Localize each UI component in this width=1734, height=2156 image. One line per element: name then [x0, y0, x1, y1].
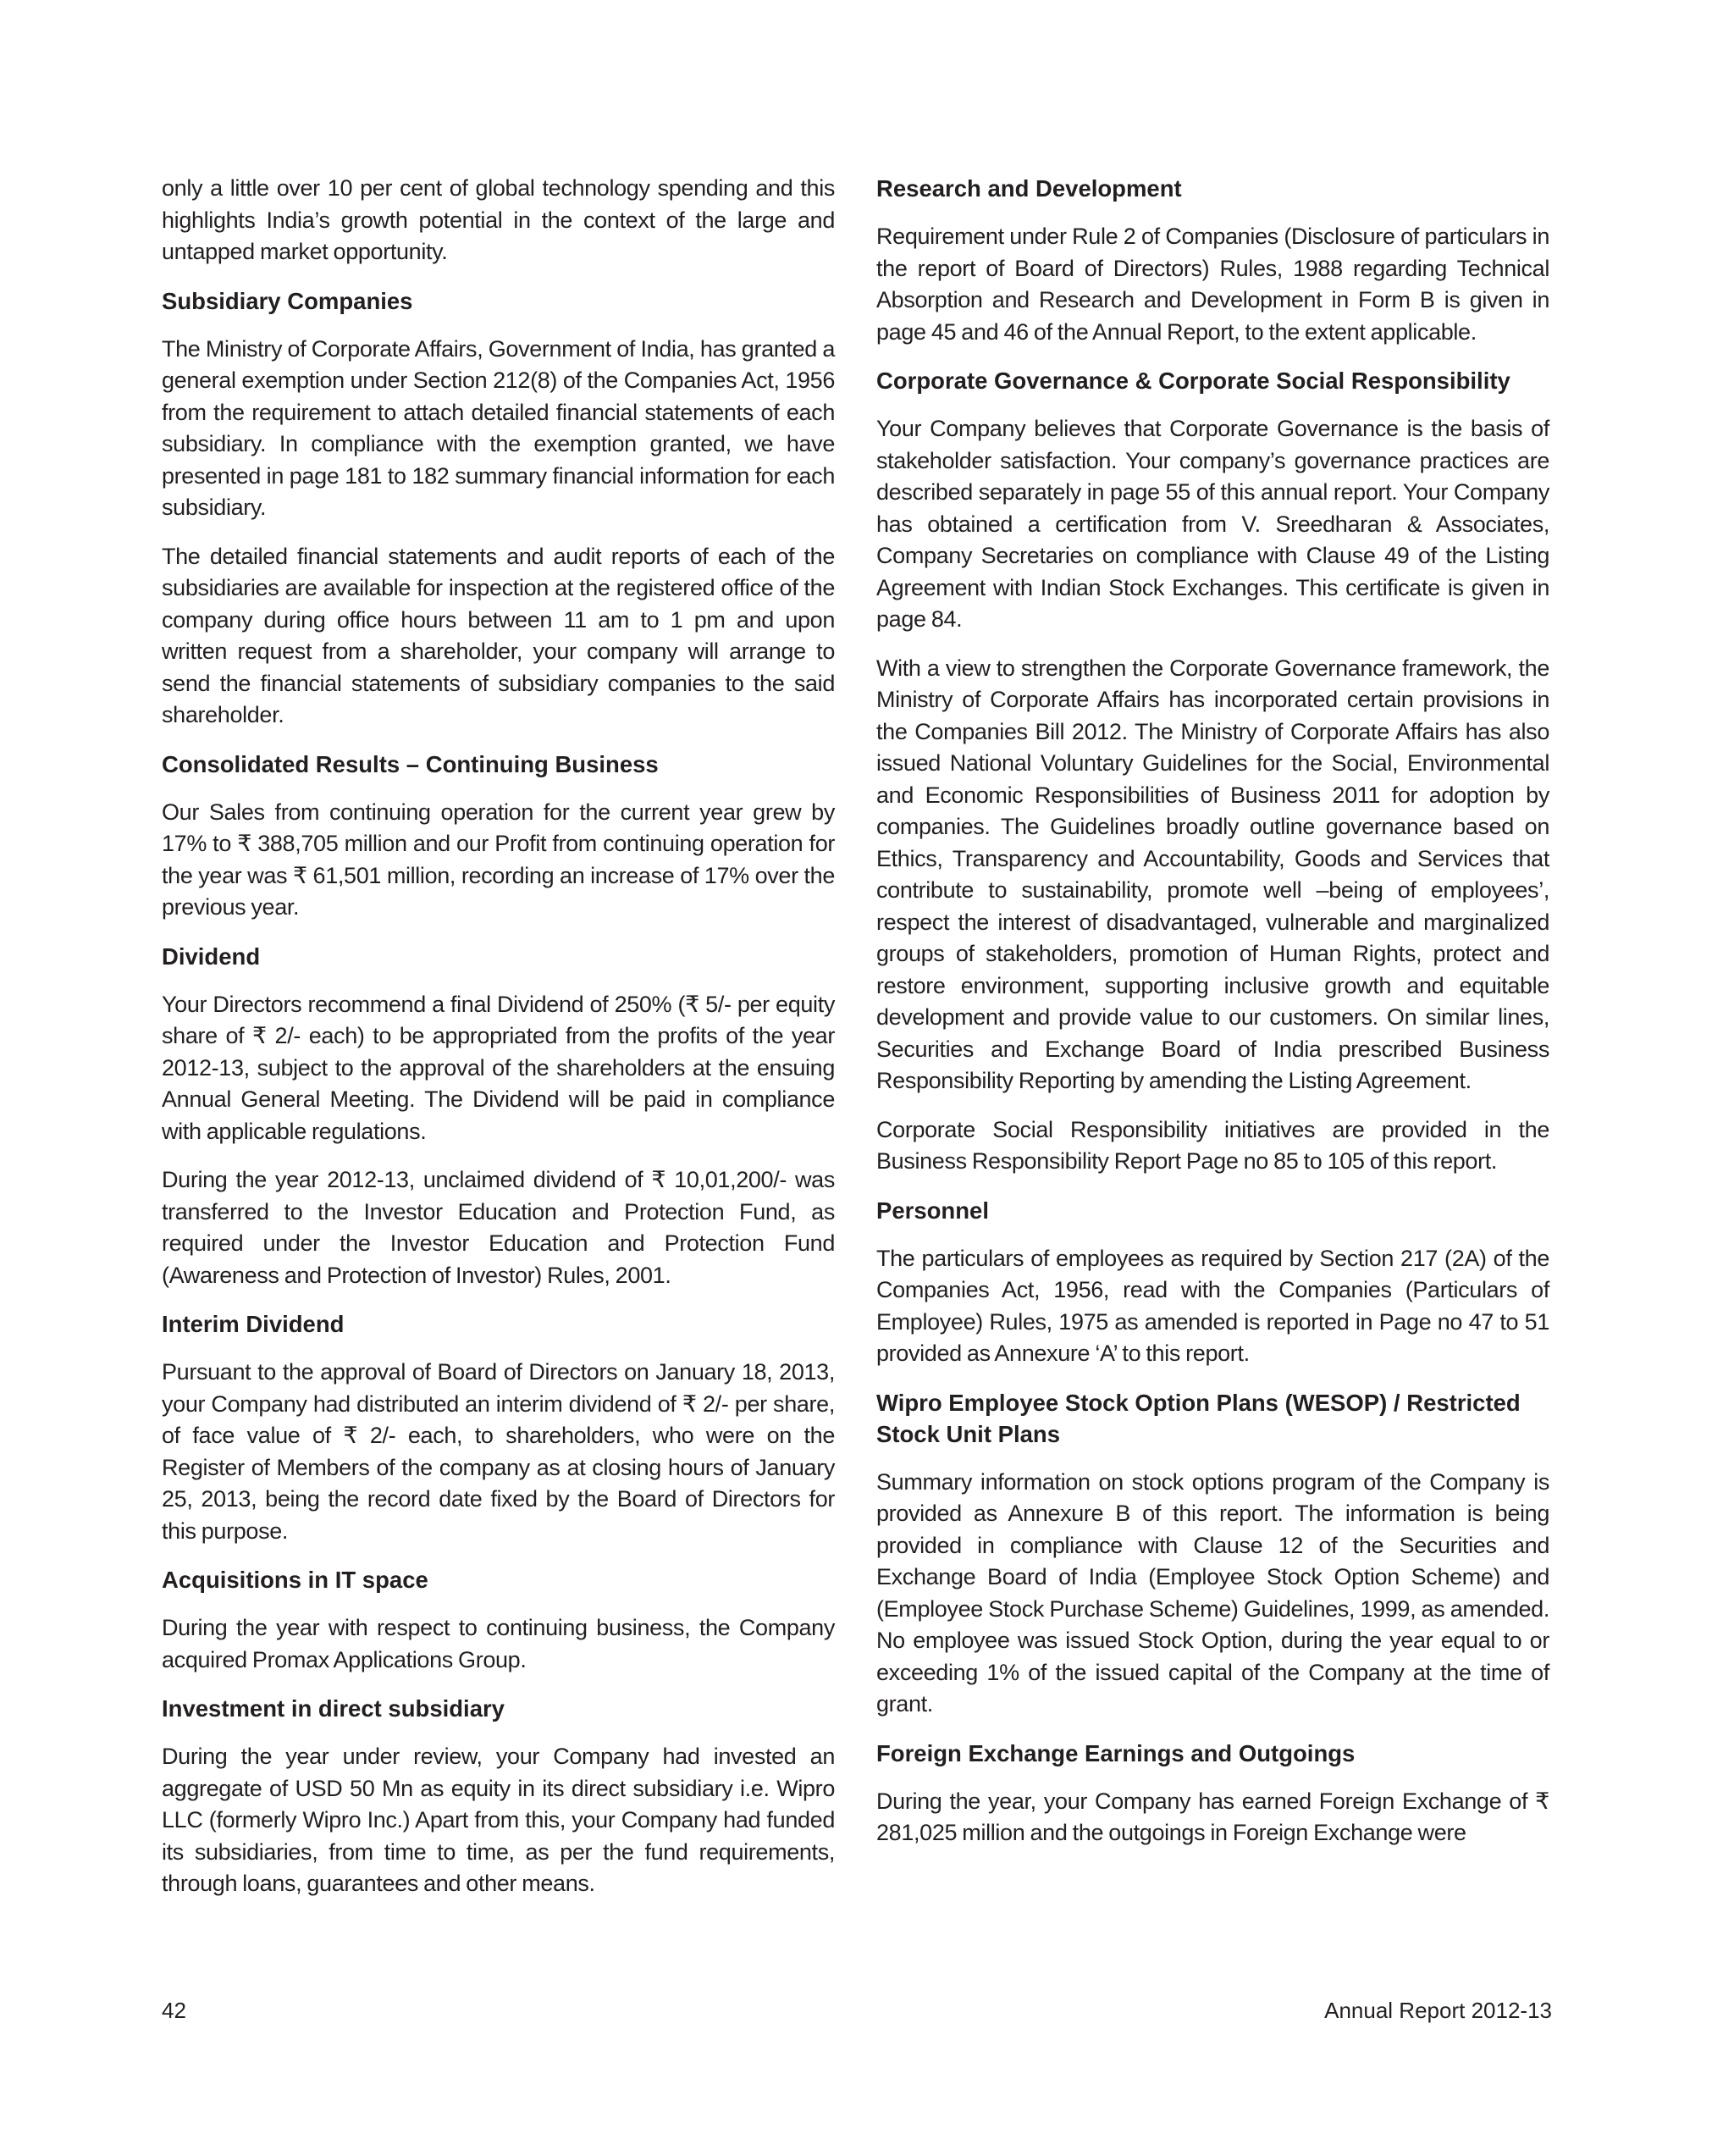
research-paragraph: Requirement under Rule 2 of Companies (Disclosure of particulars in the report of Board of Directors) Rules, 1988 regarding Technical Absorption and Research and Development in Form B is given in page 45 and 46 of the Annual Report, to the extent applicable. — [876, 224, 1549, 345]
governance-heading: Corporate Governance & Corporate Social Responsibility — [876, 368, 1510, 394]
subsidiary-paragraph-1: The Ministry of Corporate Affairs, Government of India, has granted a general exemption under Section 212(8) of the Companies Act, 1956 from the requirement to attach detailed financial statements of each subsidiary. In compliance with the exemption granted, we have presented in page 181 to 182 summary financial information for each subsidiary. — [162, 335, 835, 520]
personnel-paragraph: The particulars of employees as required by Section 217 (2A) of the Companies Act, 1956, read with the Companies (Particulars of Employee) Rules, 1975 as amended is reported in Page no 47 to 51 provided as Annexure ‘A’ to this report. — [876, 1245, 1549, 1366]
governance-paragraph-2: With a view to strengthen the Corporate Governance framework, the Ministry of Corporate Affairs has incorporated certain provisions in the Companies Bill 2012. The Ministry of Corporate Affairs has also issued National Voluntary Guidelines for the Social, Environmental and Economic Responsibilities of Business 2011 for adoption by companies. The Guidelines broadly outline governance based on Ethics, Transparency and Accountability, Goods and Services that contribute to sustainability, promote well –being of employees’, respect the interest of disadvantaged, vulnerable and marginalized groups of stakeholders, promotion of Human Rights, protect and restore environment, supporting inclusive growth and equitable development and provide value to our customers. On similar lines, Securities and Exchange Board of India prescribed Business Responsibility Reporting by amending the Listing Agreement. — [876, 655, 1549, 1093]
intro-paragraph: only a little over 10 per cent of global technology spending and this highlights India’s growth potential in the context of the large and untapped market opportunity. — [162, 175, 835, 264]
left-column — [162, 173, 835, 1917]
consolidated-paragraph: Our Sales from continuing operation for the current year grew by 17% to ₹ 388,705 million and our Profit from continuing operation for the year was ₹ 61,501 million, recording an increase of 17% over the previous year. — [162, 799, 835, 920]
subsidiary-paragraph-2: The detailed financial statements and audit reports of each of the subsidiaries are available for inspection at the registered office of the company during office hours between 11 am to 1 pm and upon written request from a shareholder, your company will arrange to send the financial statements of subsidiary companies to the said shareholder. — [162, 543, 835, 727]
research-heading: Research and Development — [876, 175, 1182, 202]
interim-dividend-heading: Interim Dividend — [162, 1311, 345, 1337]
right-column — [876, 173, 1549, 1866]
governance-paragraph-3: Corporate Social Responsibility initiatives are provided in the Business Responsibility Report Page no 85 to 105 of this report. — [876, 1116, 1549, 1174]
acquisitions-heading: Acquisitions in IT space — [162, 1567, 428, 1593]
acquisitions-paragraph: During the year with respect to continuing business, the Company acquired Promax Applications Group. — [162, 1615, 835, 1672]
dividend-heading: Dividend — [162, 943, 261, 970]
dividend-paragraph-2: During the year 2012-13, unclaimed dividend of ₹ 10,01,200/- was transferred to the Investor Education and Protection Fund, as required under the Investor Education and Protection Fund (Awareness and Protection of Investor) Rules, 2001. — [162, 1167, 835, 1288]
forex-heading: Foreign Exchange Earnings and Outgoings — [876, 1739, 1356, 1766]
consolidated-heading: Consolidated Results – Continuing Business — [162, 750, 659, 777]
forex-paragraph: During the year, your Company has earned Foreign Exchange of ₹ 281,025 million and the outgoings in Foreign Exchange were — [876, 1788, 1549, 1845]
page-number: 42 — [162, 1998, 186, 2023]
investment-heading: Investment in direct subsidiary — [162, 1695, 505, 1722]
report-title: Annual Report 2012-13 — [1324, 1998, 1552, 2023]
dividend-paragraph-1: Your Directors recommend a final Dividend of 250% (₹ 5/- per equity share of ₹ 2/- each) to be appropriated from the profits of the year 2012-13, subject to the approval of the shareholders at the ensuing Annual General Meeting. The Dividend will be paid in compliance with applicable regulations. — [162, 991, 835, 1144]
subsidiary-heading: Subsidiary Companies — [162, 287, 413, 314]
governance-paragraph-1: Your Company believes that Corporate Governance is the basis of stakeholder satisfaction. Your company’s governance practices are described separately in page 55 of this annual report. Your Company has obtained a certification from V. Sreedharan & Associates, Company Secretaries on compliance with Clause 49 of the Listing Agreement with Indian Stock Exchanges. This certificate is given in page 84. — [876, 416, 1549, 632]
wesop-heading: Wipro Employee Stock Option Plans (WESOP) / Restricted Stock Unit Plans — [876, 1389, 1521, 1447]
personnel-heading: Personnel — [876, 1197, 989, 1224]
wesop-paragraph: Summary information on stock options program of the Company is provided as Annexure B of this report. The information is being provided in compliance with Clause 12 of the Securities and Exchange Board of India (Employee Stock Option Scheme) and (Employee Stock Purchase Scheme) Guidelines, 1999, as amended. No employee was issued Stock Option, during the year equal to or exceeding 1% of the issued capital of the Company at the time of grant. — [876, 1468, 1549, 1717]
interim-dividend-paragraph: Pursuant to the approval of Board of Directors on January 18, 2013, your Company had distributed an interim dividend of ₹ 2/- per share, of face value of ₹ 2/- each, to shareholders, who were on the Register of Members of the company as at closing hours of January 25, 2013, being the record date fixed by the Board of Directors for this purpose. — [162, 1359, 835, 1544]
investment-paragraph: During the year under review, your Company had invested an aggregate of USD 50 Mn as equity in its direct subsidiary i.e. Wipro LLC (formerly Wipro Inc.) Apart from this, your Company had funded its subsidiaries, from time to time, as per the fund requirements, through loans, guarantees and other means. — [162, 1744, 835, 1896]
